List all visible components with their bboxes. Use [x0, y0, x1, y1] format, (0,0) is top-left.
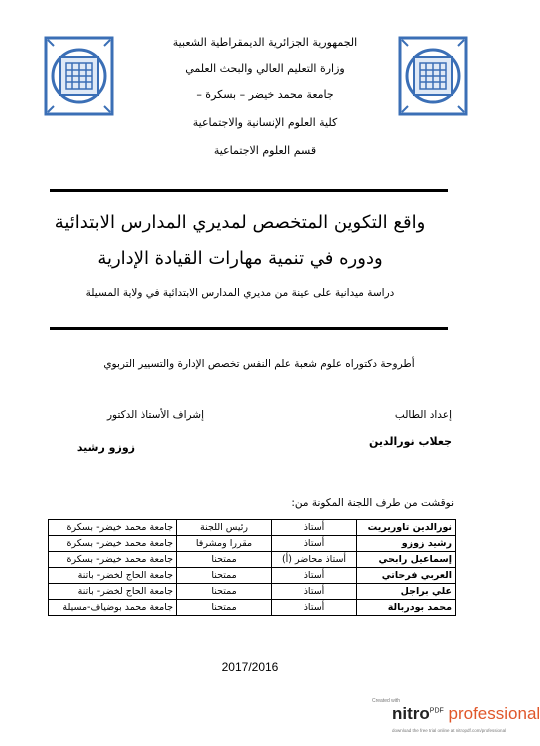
- member-degree: أستاذ: [272, 600, 357, 616]
- student-label: إعداد الطالب: [394, 409, 452, 421]
- table-row: [49, 552, 456, 568]
- student-name: جعلاب نورالدين: [368, 435, 452, 448]
- member-role: مقررا ومشرفا: [177, 536, 272, 552]
- member-name: علي براجل: [357, 584, 456, 600]
- table-row: [49, 584, 456, 600]
- member-role: ممتحنا: [177, 600, 272, 616]
- watermark-brand-nitro: nitro: [392, 704, 430, 723]
- header-department: قسم العلوم الاجتماعية: [213, 144, 317, 157]
- member-name: رشيد زوزو: [357, 536, 456, 552]
- member-role: رئيس اللجنة: [177, 520, 272, 536]
- member-university: جامعة محمد خيضر- بسكرة: [49, 520, 177, 536]
- supervisor-label: إشراف الأستاذ الدكتور: [106, 409, 204, 421]
- member-degree: أستاذ: [272, 584, 357, 600]
- member-university: جامعة الحاج لخضر- باتنة: [49, 568, 177, 584]
- member-role: ممتحنا: [177, 568, 272, 584]
- supervisor-name: زوزو رشيد: [76, 441, 135, 454]
- member-name: إسماعيل رابحي: [357, 552, 456, 568]
- member-name: محمد بودربالة: [357, 600, 456, 616]
- watermark-brand-pdf: PDF: [429, 707, 444, 715]
- member-role: ممتحنا: [177, 552, 272, 568]
- header-university: جامعة محمد خيضر – بسكرة –: [196, 88, 334, 101]
- watermark-footer: download the free trial online at nitropdf.com/professional: [392, 728, 507, 733]
- table-row: [49, 536, 456, 552]
- committee-table: [48, 519, 456, 616]
- thesis-title-line-1: واقع التكوين المتخصص لمديري المدارس الابتدائية: [54, 212, 426, 233]
- member-degree: أستاذ محاضر (أ): [272, 552, 357, 568]
- divider: [50, 189, 448, 192]
- watermark-brand-professional: professional: [448, 704, 540, 723]
- member-degree: أستاذ: [272, 520, 357, 536]
- header-republic: الجمهورية الجزائرية الديمقراطية الشعبية: [172, 36, 358, 49]
- watermark-created-with: Created with: [372, 698, 401, 704]
- member-university: جامعة محمد خيضر- بسكرة: [49, 536, 177, 552]
- thesis-note: أطروحة دكتوراه علوم شعبة علم النفس تخصص الإدارة والتسيير التربوي: [103, 358, 415, 370]
- table-row: [49, 600, 456, 616]
- academic-year: 2017/2016: [221, 660, 279, 674]
- member-name: نورالدين تاوريريت: [357, 520, 456, 536]
- nitro-watermark: [372, 698, 540, 738]
- member-role: ممتحنا: [177, 584, 272, 600]
- member-university: جامعة محمد خيضر- بسكرة: [49, 552, 177, 568]
- table-row: [49, 520, 456, 536]
- university-emblem-icon: [392, 30, 474, 122]
- member-degree: أستاذ: [272, 536, 357, 552]
- watermark-brand: [392, 704, 540, 724]
- committee-intro: نوقشت من طرف اللجنة المكونة من:: [291, 497, 454, 509]
- university-emblem-icon: [38, 30, 120, 122]
- member-university: جامعة محمد بوضياف-مسيلة: [49, 600, 177, 616]
- table-row: [49, 568, 456, 584]
- thesis-subtitle: دراسة ميدانية على عينة من مديري المدارس الابتدائية في ولاية المسيلة: [85, 287, 395, 299]
- divider: [50, 327, 448, 330]
- header-ministry: وزارة التعليم العالي والبحث العلمي: [185, 62, 345, 75]
- member-name: العربي فرحاتي: [357, 568, 456, 584]
- header-faculty: كلية العلوم الإنسانية والاجتماعية: [192, 116, 338, 129]
- member-university: جامعة الحاج لخضر- باتنة: [49, 584, 177, 600]
- thesis-title-line-2: ودوره في تنمية مهارات القيادة الإدارية: [97, 248, 383, 269]
- member-degree: أستاذ: [272, 568, 357, 584]
